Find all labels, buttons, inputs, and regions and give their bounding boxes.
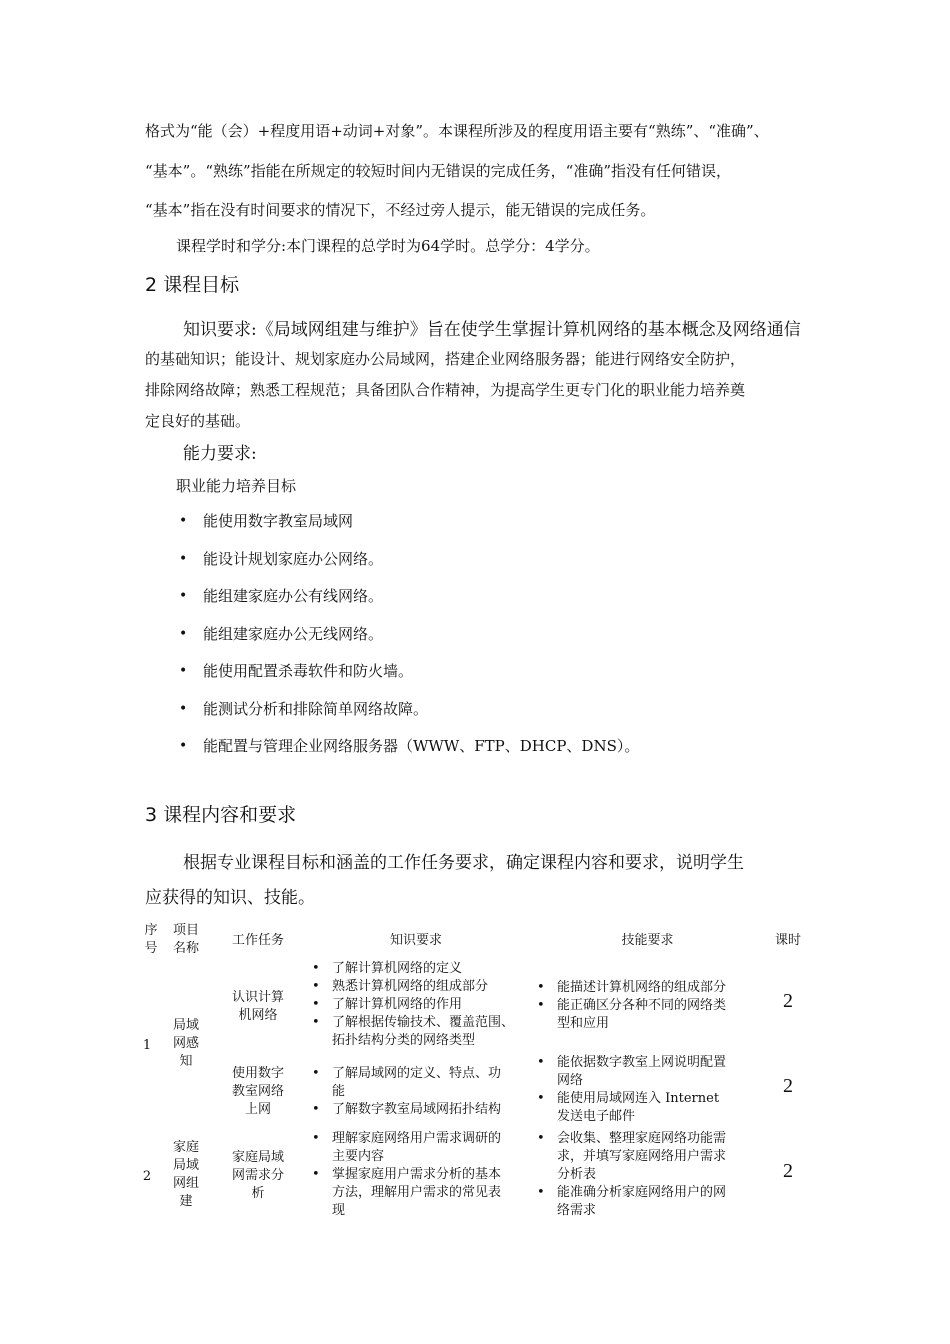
list-item-text: 会收集、整理家庭网络功能需: [557, 1131, 727, 1146]
paragraph-line: “基本”。“熟练”指能在所规定的较短时间内无错误的完成任务，“准确”指没有任何错误，: [145, 162, 732, 180]
list-item: [535, 1054, 770, 1072]
section-heading-3: 3 课程内容和要求: [145, 804, 297, 826]
list-item-text: 主要内容: [332, 1149, 385, 1164]
header-text: 名称: [172, 941, 199, 956]
list-item-text: 了解局域网的定义、特点、功: [332, 1066, 502, 1081]
list-item-text: 方法，理解用户需求的常见表: [332, 1185, 502, 1200]
bullet-icon: •: [537, 1131, 545, 1146]
list-item-text: 能准确分析家庭网络用户的网: [557, 1185, 727, 1200]
header-skill: 技能要求: [621, 933, 674, 948]
ability-requirement-label: 能力要求:: [183, 444, 257, 464]
paragraph-line: “基本”指在没有时间要求的情况下，不经过旁人提示，能无错误的完成任务。: [145, 201, 656, 219]
list-item: [310, 996, 530, 1014]
list-item-continuation: [310, 1184, 530, 1202]
bullet-icon: •: [312, 997, 320, 1012]
list-item-text: 发送电子邮件: [557, 1109, 636, 1124]
bullet-icon: •: [537, 998, 545, 1013]
list-item-continuation: [310, 1148, 530, 1166]
task-name: [222, 1065, 294, 1119]
list-item: [535, 979, 765, 997]
list-item: [535, 997, 765, 1015]
bullet-icon: •: [179, 513, 188, 529]
bullet-text: 能组建家庭办公有线网络。: [203, 587, 384, 605]
list-item-text: 掌握家庭用户需求分析的基本: [332, 1167, 502, 1182]
list-item-continuation: [535, 1202, 770, 1220]
list-item: [176, 698, 776, 736]
project-name-line: 局域: [172, 1158, 199, 1173]
list-item-text: 能依据数字教室上网说明配置: [557, 1055, 727, 1070]
list-item-text: 网络: [557, 1073, 584, 1088]
list-item: [176, 623, 776, 661]
bullet-icon: •: [312, 1167, 320, 1182]
bullet-icon: •: [312, 961, 320, 976]
section3-intro-line: 应获得的知识、技能。: [145, 888, 315, 908]
bullet-icon: •: [312, 1131, 320, 1146]
row-number: 2: [142, 1169, 152, 1184]
ability-bullet-list: [176, 510, 776, 773]
project-name: [166, 1017, 206, 1071]
career-goal-label: 职业能力培养目标: [176, 477, 297, 495]
knowledge-requirement-line: 排除网络故障；熟悉工程规范；具备团队合作精神，为提高学生更专门化的职业能力培养奠: [145, 381, 746, 399]
skill-list: [535, 1054, 770, 1126]
list-item: [176, 585, 776, 623]
project-name-line: 网感: [172, 1036, 199, 1051]
bullet-icon: •: [312, 979, 320, 994]
list-item-text: 分析表: [557, 1167, 597, 1182]
row-number: 1: [142, 1038, 152, 1053]
list-item-continuation: [310, 1083, 530, 1101]
bullet-icon: •: [537, 980, 545, 995]
list-item: [310, 1014, 530, 1032]
project-name-line: 局域: [172, 1018, 199, 1033]
list-item-text: 熟悉计算机网络的组成部分: [332, 979, 489, 994]
list-item-continuation: [310, 1202, 530, 1220]
list-item-text: 络需求: [557, 1203, 597, 1218]
list-item: [310, 1130, 530, 1148]
task-name-line: 认识计算: [231, 990, 284, 1005]
knowledge-requirement-line: 定良好的基础。: [145, 412, 251, 430]
task-name-line: 析: [251, 1186, 265, 1201]
project-name-line: 建: [179, 1194, 193, 1209]
hours-credits-line: 课程学时和学分:本门课程的总学时为64学时。总学分：4学分。: [176, 237, 600, 255]
list-item-continuation: [310, 1032, 530, 1050]
list-item-text: 能描述计算机网络的组成部分: [557, 980, 727, 995]
bullet-icon: •: [312, 1015, 320, 1030]
list-item-continuation: [535, 1148, 770, 1166]
list-item: [176, 548, 776, 586]
knowledge-list: [310, 1065, 530, 1119]
bullet-text: 能组建家庭办公无线网络。: [203, 624, 384, 643]
bullet-icon: •: [537, 1055, 545, 1070]
list-item-text: 求，并填写家庭网络用户需求: [557, 1149, 727, 1164]
skill-list: [535, 1130, 770, 1220]
bullet-icon: •: [179, 738, 188, 754]
list-item: [310, 1065, 530, 1083]
knowledge-requirement-line: 的基础知识；能设计、规划家庭办公局域网，搭建企业网络服务器；能进行网络安全防护，: [145, 350, 746, 368]
project-name: [166, 1139, 206, 1211]
list-item: [535, 1184, 770, 1202]
bullet-text: 能配置与管理企业网络服务器（WWW、FTP、DHCP、DNS）。: [203, 737, 640, 755]
list-item-text: 了解数字教室局域网拓扑结构: [332, 1102, 502, 1117]
list-item: [310, 978, 530, 996]
bullet-text: 能使用配置杀毒软件和防火墙。: [203, 662, 414, 680]
task-name-line: 上网: [244, 1102, 271, 1117]
bullet-text: 能测试分析和排除简单网络故障。: [203, 699, 429, 718]
list-item-text: 能使用局域网连入 Internet: [557, 1091, 720, 1106]
knowledge-list: [310, 1130, 530, 1220]
bullet-icon: •: [312, 1066, 320, 1081]
list-item: [176, 510, 776, 548]
bullet-icon: •: [179, 625, 188, 642]
list-item-continuation: [535, 1108, 770, 1126]
task-name-line: 家庭局域: [231, 1150, 284, 1165]
bullet-icon: •: [179, 700, 188, 717]
project-name-line: 网组: [172, 1176, 199, 1191]
section-heading-2: 2 课程目标: [145, 274, 240, 296]
header-project: [166, 922, 206, 958]
list-item-text: 拓扑结构分类的网络类型: [332, 1033, 476, 1048]
knowledge-list: [310, 960, 530, 1050]
list-item: [176, 660, 776, 698]
header-text: 号: [144, 941, 158, 956]
section3-intro-line: 根据专业课程目标和涵盖的工作任务要求，确定课程内容和要求，说明学生: [183, 853, 744, 873]
list-item-text: 能: [332, 1084, 346, 1099]
paragraph-line: 格式为“能（会）+程度用语+动词+对象”。本课程所涉及的程度用语主要有“熟练”、“准确”、: [145, 122, 769, 140]
skill-list: [535, 979, 765, 1033]
list-item-continuation: [535, 1072, 770, 1090]
list-item: [310, 1101, 530, 1119]
task-hours: 2: [783, 1075, 793, 1097]
list-item: [176, 735, 776, 773]
task-name-line: 使用数字: [231, 1066, 284, 1081]
list-item-text: 理解家庭网络用户需求调研的: [332, 1131, 502, 1146]
header-text: 序: [144, 923, 158, 938]
bullet-icon: •: [179, 550, 188, 567]
list-item: [310, 1166, 530, 1184]
header-text: 项目: [172, 923, 199, 938]
list-item-text: 型和应用: [557, 1016, 610, 1031]
project-name-line: 家庭: [172, 1140, 199, 1155]
bullet-icon: •: [179, 588, 188, 604]
task-hours: 2: [783, 990, 793, 1012]
bullet-text: 能使用数字教室局域网: [203, 512, 354, 530]
header-hours: 课时: [774, 933, 801, 948]
bullet-icon: •: [312, 1102, 320, 1117]
header-task: 工作任务: [231, 933, 284, 948]
task-hours: 2: [783, 1160, 793, 1182]
bullet-text: 能设计规划家庭办公网络。: [203, 549, 384, 568]
list-item-text: 能正确区分各种不同的网络类: [557, 998, 727, 1013]
list-item-continuation: [535, 1015, 765, 1033]
bullet-icon: •: [179, 663, 188, 679]
list-item-text: 了解根据传输技术、覆盖范围、: [332, 1015, 515, 1030]
project-name-line: 知: [179, 1054, 193, 1069]
task-name-line: 教室网络: [231, 1084, 284, 1099]
list-item-text: 了解计算机网络的作用: [332, 997, 463, 1012]
list-item: [310, 960, 530, 978]
knowledge-requirement-line: 知识要求:《局域网组建与维护》旨在使学生掌握计算机网络的基本概念及网络通信: [183, 320, 801, 340]
task-name: [222, 989, 294, 1025]
list-item-continuation: [535, 1166, 770, 1184]
task-name-line: 机网络: [238, 1008, 278, 1023]
list-item: [535, 1130, 770, 1148]
list-item: [535, 1090, 770, 1108]
bullet-icon: •: [537, 1091, 545, 1106]
task-name-line: 网需求分: [231, 1168, 284, 1183]
header-no: [140, 922, 162, 958]
list-item-text: 了解计算机网络的定义: [332, 961, 463, 976]
header-knowledge: 知识要求: [389, 933, 442, 948]
bullet-icon: •: [537, 1185, 545, 1200]
task-name: [222, 1149, 294, 1203]
list-item-text: 现: [332, 1203, 346, 1218]
